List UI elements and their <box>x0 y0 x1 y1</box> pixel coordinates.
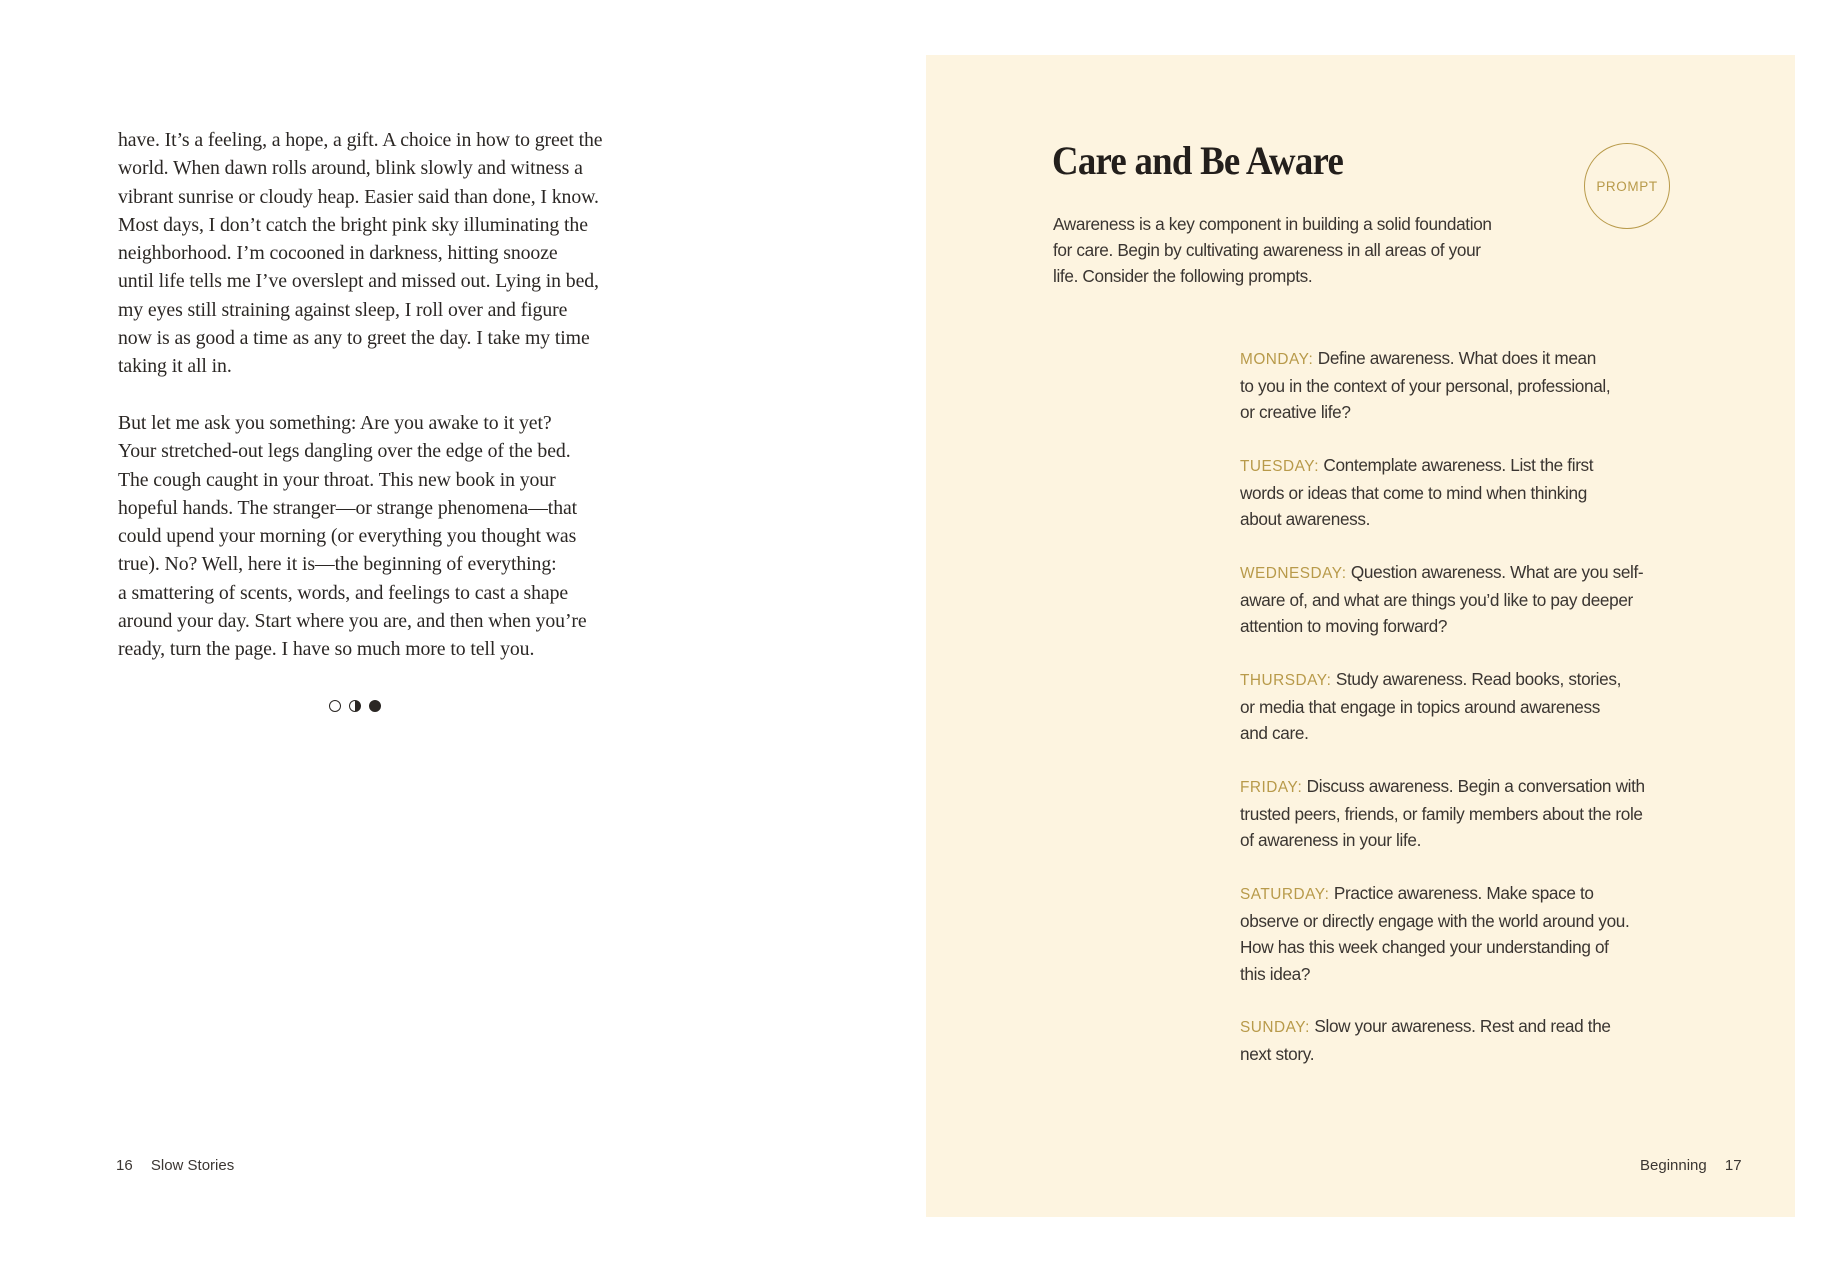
weekly-prompts <box>1240 345 1680 1094</box>
text-line: ready, turn the page. I have so much more to tell you. <box>118 638 535 661</box>
full-moon-icon <box>369 700 381 712</box>
paragraph-2 <box>118 409 588 664</box>
prompt-line: to you in the context of your personal, professional, <box>1240 376 1611 397</box>
prompt-panel <box>926 55 1795 1217</box>
text-line: Most days, I don’t catch the bright pink sky illuminating the <box>118 213 588 236</box>
prompt-text: Practice awareness. Make space to <box>1329 883 1594 903</box>
text-line: could upend your morning (or everything you thought was <box>118 525 577 548</box>
prompt-line <box>1240 559 1680 587</box>
prompt-text: Discuss awareness. Begin a conversation with <box>1302 776 1645 796</box>
text-line: vibrant sunrise or cloudy heap. Easier said than done, I know. <box>118 185 599 208</box>
text-line: a smattering of scents, words, and feelings to cast a shape <box>118 581 569 604</box>
day-label: WEDNESDAY: <box>1240 565 1347 582</box>
prompt-line <box>1240 773 1680 801</box>
prompt-line: observe or directly engage with the world around you. <box>1240 911 1630 932</box>
text-line: hopeful hands. The stranger—or strange phenomena—that <box>118 496 578 519</box>
prompt-text: Slow your awareness. Rest and read the <box>1309 1016 1611 1037</box>
prompt-text: Question awareness. What are you self- <box>1346 562 1644 582</box>
text-line: Your stretched-out legs dangling over the edge of the bed. <box>118 440 571 463</box>
day-prompt <box>1240 880 1680 987</box>
day-label: TUESDAY: <box>1240 458 1319 475</box>
page-title: Care and Be Aware <box>1052 138 1344 183</box>
new-moon-icon <box>329 700 341 712</box>
text-line: But let me ask you something: Are you awake to it yet? <box>118 411 552 434</box>
text-line: have. It’s a feeling, a hope, a gift. A choice in how to greet the <box>118 129 603 151</box>
prompt-line <box>1240 452 1680 480</box>
page-number: 17 <box>1724 1157 1742 1174</box>
prompt-line: this idea? <box>1240 963 1311 984</box>
prompt-line: next story. <box>1240 1044 1315 1065</box>
day-prompt <box>1240 452 1680 533</box>
prompt-line: aware of, and what are things you’d like to pay deeper <box>1240 590 1633 611</box>
day-label: SATURDAY: <box>1240 886 1330 903</box>
intro-line: life. Consider the following prompts. <box>1053 266 1313 287</box>
day-label: FRIDAY: <box>1240 779 1303 796</box>
text-line: until life tells me I’ve overslept and missed out. Lying in bed, <box>118 270 599 293</box>
prompt-line: about awareness. <box>1240 509 1371 530</box>
text-line: now is as good a time as any to greet the day. I take my time <box>118 327 590 350</box>
intro-line: Awareness is a key component in building a solid foundation <box>1053 214 1492 234</box>
prompt-line: or media that engage in topics around awareness <box>1240 697 1601 718</box>
folio-right <box>1640 1157 1842 1174</box>
prompt-line: How has this week changed your understanding of <box>1240 937 1609 958</box>
prompt-line: attention to moving forward? <box>1240 616 1448 637</box>
prompt-line <box>1240 666 1680 694</box>
text-line: taking it all in. <box>118 355 232 378</box>
text-line: neighborhood. I’m cocooned in darkness, hitting snooze <box>118 242 558 265</box>
prompt-line <box>1240 345 1680 373</box>
page-number: 16 <box>116 1157 133 1174</box>
day-label: SUNDAY: <box>1240 1019 1310 1037</box>
prompt-badge-label: PROMPT <box>1596 178 1658 194</box>
intro-text <box>1053 211 1523 290</box>
half-moon-icon <box>349 700 361 712</box>
prompt-text: Define awareness. What does it mean <box>1313 348 1596 368</box>
prompt-line: trusted peers, friends, or family members about the role <box>1240 804 1643 825</box>
folio-left <box>116 1157 234 1174</box>
running-title: Beginning <box>1640 1157 1707 1174</box>
prompt-line: and care. <box>1240 723 1309 744</box>
day-label: MONDAY: <box>1240 351 1314 368</box>
body-text <box>118 126 603 664</box>
prompt-line: or creative life? <box>1240 402 1351 423</box>
day-label: THURSDAY: <box>1240 672 1332 689</box>
text-line: around your day. Start where you are, and then when you’re <box>118 610 587 633</box>
text-line: world. When dawn rolls around, blink slowly and witness a <box>118 157 583 180</box>
prompt-text: Contemplate awareness. List the first <box>1318 455 1594 475</box>
prompt-line: words or ideas that come to mind when thinking <box>1240 483 1587 504</box>
day-prompt <box>1240 1013 1680 1067</box>
day-prompt <box>1240 773 1680 854</box>
day-prompt <box>1240 559 1680 640</box>
prompt-line <box>1240 880 1680 908</box>
running-title: Slow Stories <box>150 1157 235 1174</box>
prompt-badge <box>1584 143 1670 229</box>
text-line: my eyes still straining against sleep, I roll over and figure <box>118 298 568 321</box>
prompt-text: Study awareness. Read books, stories, <box>1331 669 1621 689</box>
day-prompt <box>1240 345 1680 426</box>
paragraph-1 <box>118 126 603 381</box>
text-line: true). No? Well, here it is—the beginning of everything: <box>118 553 557 576</box>
text-line: The cough caught in your throat. This new book in your <box>118 468 556 491</box>
intro-line: for care. Begin by cultivating awareness in all areas of your <box>1053 240 1481 261</box>
section-ornament <box>329 700 381 712</box>
prompt-line <box>1240 1013 1680 1041</box>
prompt-line: of awareness in your life. <box>1240 830 1422 851</box>
day-prompt <box>1240 666 1680 747</box>
paragraph-gap <box>118 381 588 409</box>
